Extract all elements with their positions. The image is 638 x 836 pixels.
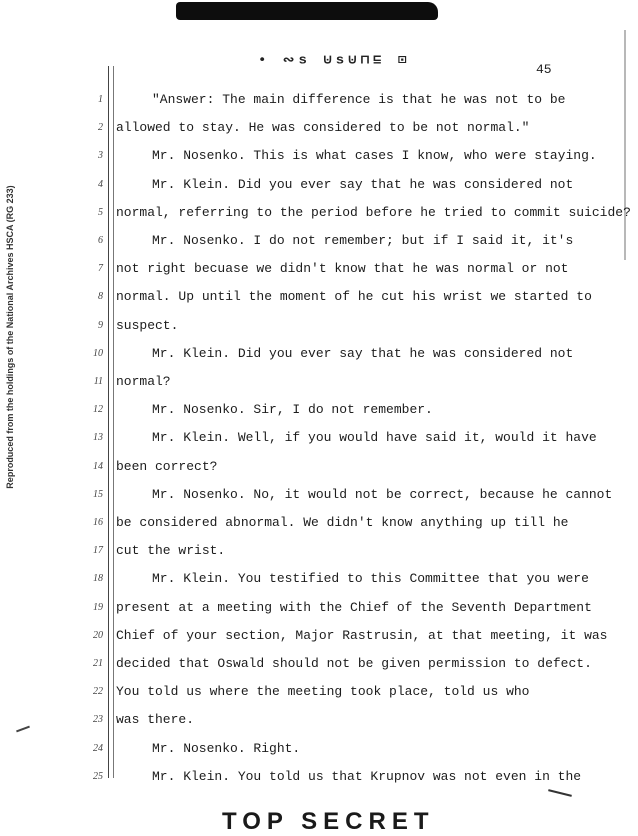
- transcript-line: You told us where the meeting took place, told us who: [116, 684, 530, 700]
- line-number: 11: [93, 376, 103, 387]
- line-number: 20: [93, 629, 103, 641]
- transcript-line: allowed to stay. He was considered to be not normal.": [116, 120, 530, 136]
- line-number: 7: [98, 263, 103, 275]
- line-number: 18: [93, 573, 103, 585]
- transcript-line: Mr. Nosenko. Sir, I do not remember.: [152, 402, 433, 418]
- line-number: 22: [93, 686, 103, 698]
- line-number: 5: [98, 206, 103, 218]
- page-number: 45: [536, 62, 552, 77]
- line-number: 19: [93, 601, 103, 613]
- transcript-line: was there.: [116, 712, 195, 728]
- line-number: 2: [98, 122, 103, 134]
- transcript-line: been correct?: [116, 458, 218, 474]
- transcript-line: cut the wrist.: [116, 543, 226, 559]
- transcript-line: Mr. Nosenko. No, it would not be correct, because he cannot: [152, 486, 613, 502]
- line-number: 8: [98, 291, 103, 303]
- line-number: 4: [98, 178, 103, 190]
- line-number: 23: [93, 714, 103, 726]
- page-edge-mark: [624, 30, 626, 260]
- transcript-line: Mr. Nosenko. I do not remember; but if I said it, it's: [152, 233, 574, 248]
- transcript-line: "Answer: The main difference is that he was not to be: [152, 92, 566, 107]
- transcript-line: Mr. Klein. Did you ever say that he was considered not: [152, 345, 574, 361]
- classification-banner: TOP SECRET: [222, 808, 435, 835]
- line-number: 25: [93, 770, 103, 782]
- transcript-line: Chief of your section, Major Rastrusin, at that meeting, it was: [116, 627, 608, 643]
- line-number: 21: [93, 658, 103, 669]
- line-number: 12: [93, 404, 103, 416]
- line-number: 17: [93, 545, 103, 557]
- transcript-line: not right becuase we didn't know that he was normal or not: [116, 261, 569, 277]
- line-number: 16: [93, 517, 103, 528]
- margin-rule-inner: [113, 66, 114, 778]
- transcript-line: present at a meeting with the Chief of the Seventh Department: [116, 599, 592, 615]
- margin-scratch: [16, 726, 30, 733]
- transcript-line: Mr. Nosenko. This is what cases I know, who were staying.: [152, 148, 597, 164]
- line-number: 6: [98, 235, 103, 246]
- line-number: 9: [98, 319, 103, 331]
- transcript-line: Mr. Klein. You told us that Krupnov was not even in the: [152, 768, 582, 784]
- margin-rule: [108, 66, 109, 778]
- transcript-line: decided that Oswald should not be given permission to defect.: [116, 656, 592, 671]
- line-number: 24: [93, 742, 103, 754]
- line-number: 13: [93, 432, 103, 444]
- line-number: 10: [93, 347, 103, 359]
- line-number: 1: [98, 94, 103, 105]
- pen-mark: [548, 789, 572, 797]
- line-number: 3: [98, 150, 103, 162]
- transcript-line: be considered abnormal. We didn't know anything up till he: [116, 515, 569, 530]
- transcript-line: normal, referring to the period before he tried to commit suicide?: [116, 204, 631, 220]
- line-number: 14: [93, 460, 103, 472]
- transcript-line: normal?: [116, 374, 171, 389]
- transcript-line: Mr. Klein. You testified to this Committee that you were: [152, 571, 589, 587]
- transcript-line: Mr. Klein. Well, if you would have said it, would it have: [152, 430, 597, 446]
- redaction-bar: [176, 2, 438, 20]
- page-header: • ∾s ⊍s⊍⊓⊑ ⊡: [258, 53, 411, 69]
- archive-stamp: Reproduced from the holdings of the National Archives HSCA (RG 233): [5, 185, 15, 489]
- transcript-line: Mr. Nosenko. Right.: [152, 740, 301, 756]
- transcript-line: Mr. Klein. Did you ever say that he was considered not: [152, 176, 574, 192]
- transcript-line: suspect.: [116, 317, 179, 333]
- line-number: 15: [93, 488, 103, 500]
- transcript-line: normal. Up until the moment of he cut his wrist we started to: [116, 289, 592, 305]
